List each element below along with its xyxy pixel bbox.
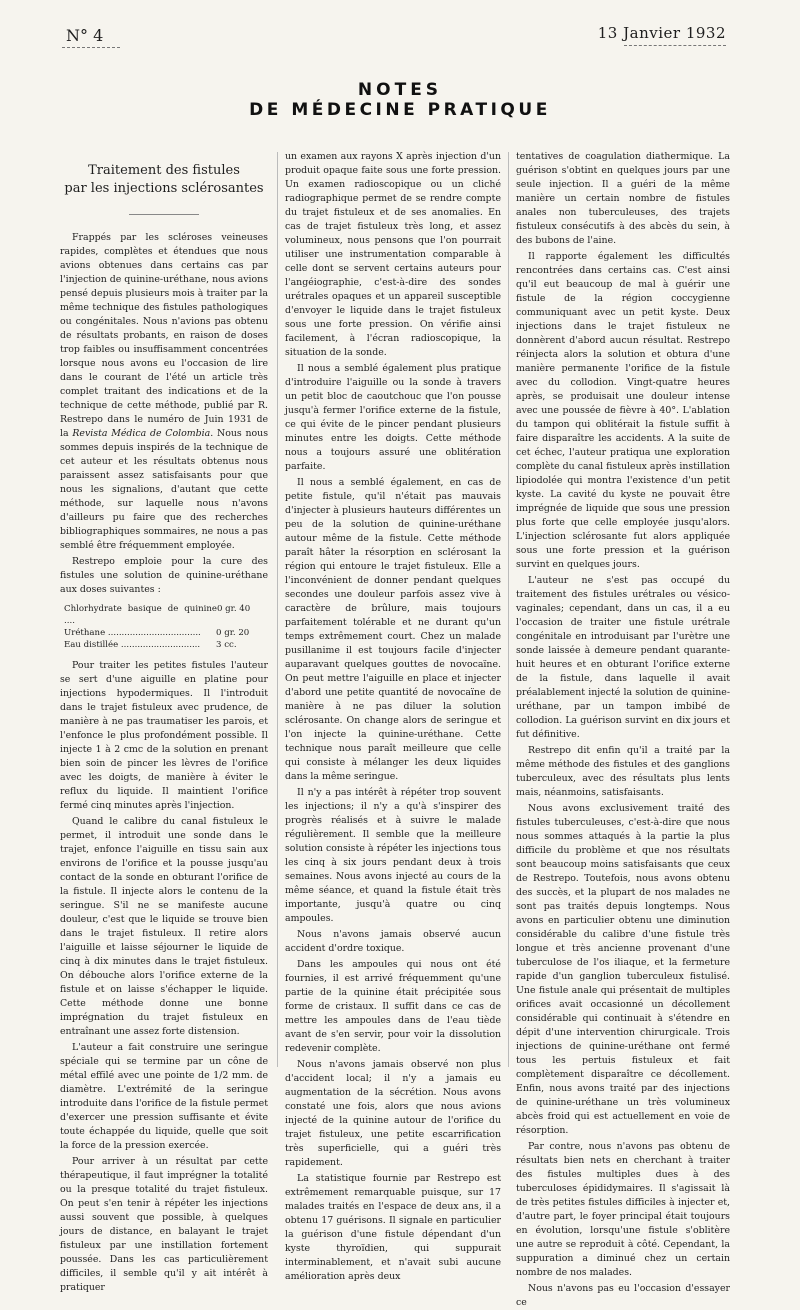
formula-quantity: 0 gr. 40	[216, 604, 251, 614]
paragraph: L'auteur ne s'est pas occupé du traitement des fistules urétrales ou vésico-vaginales; cependant, dans un cas, il a eu l'occasion de traiter une fistule urétrale congénitale en introduisant par l'urètre une sonde laissée à demeure pendant quarante-huit heures et en obturant l'orifice externe de la fistule, dans laquelle il avait préalablement injecté la solution de quinine-uréthane, par un tampon imbibé de collodion. La guérison survint en dix jours et fut définitive.	[516, 575, 730, 740]
article-title-line2: par les injections sclérosantes	[64, 181, 264, 196]
paragraph-text: Frappés par les scléroses veineuses rapides, complètes et étendues que nous avions obtenues dans certains cas par l'injection de quinine-uréthane, nous avions pensé depuis plusieurs mois à traiter par la même technique des fistules pathologiques ou congénitales. Nous n'avions pas obtenu de résultats probants, en raison de doses trop faibles ou insuffisamment concentrées lorsque nous avons eu l'occasion de lire dans le courant de l'été un article très complet traitant des indications et de la technique de cette méthode, publié par R. Restrepo dans le numéro de Juin 1931 de la	[60, 232, 268, 439]
column-divider	[508, 152, 509, 1067]
paragraph: La statistique fournie par Restrepo est extrêmement remarquable puisque, sur 17 malades traités en l'espace de deux ans, il a obtenu 17 guérisons. Il signale en particulier la guérison d'une fistule dépendant d'un kyste thyroïdien, qui suppurait interminablement, et n'avait subi aucune amélioration après deux	[285, 1173, 501, 1282]
formula-ingredient: Eau distillée .............................	[64, 640, 201, 650]
paragraph: Il nous a semblé également plus pratique d'introduire l'aiguille ou la sonde à travers un petit bloc de caoutchouc que l'on pousse jusqu'à fermer l'orifice externe de la fistule, ce qui évite de le pincer pendant plusieurs minutes entre les doigts. Cette méthode nous a toujours assuré une oblitération parfaite.	[285, 363, 501, 472]
formula-ingredient: Chlorhydrate basique de quinine ....	[64, 604, 217, 626]
paragraph: Restrepo dit enfin qu'il a traité par la même méthode des fistules et des ganglions tuberculeux, avec des résultats plus lents mais, néanmoins, satisfaisants.	[516, 745, 730, 798]
paragraph: Nous avons exclusivement traité des fistules tuberculeuses, c'est-à-dire que nous nous sommes attaqués à la partie la plus difficile du problème et que nos résultats sont beaucoup moins satisfaisants que ceux de Restrepo. Toutefois, nous avons obtenu des succès, et la plupart de nos malades ne sont pas traités depuis longtemps. Nous avons en particulier obtenu une diminution considérable du calibre d'une fistule très longue et très ancienne provenant d'une tuberculose de l'os iliaque, et la fermeture rapide d'un ganglion tuberculeux fistulisé. Une fistule anale qui présentait de multiples orifices avait occasionné un décollement considérable qui continuait à s'étendre en dépit d'une intervention chirurgicale. Trois injections de quinine-uréthane ont fermé tous les pertuis fistuleux et fait complètement disparaître ce décollement. Enfin, nous avons traité par des injections de quinine-uréthane un très volumineux abcès froid qui est actuellement en voie de résorption.	[516, 803, 730, 1136]
paragraph: Il n'y a pas intérêt à répéter trop souvent les injections; il n'y a qu'à s'inspirer des progrès réalisés et à suivre le malade régulièrement. Il semble que la meilleure solution consiste à répéter les injections tous les cinq à six jours pendant deux à trois semaines. Nous avons injecté au cours de la même séance, et quand la fistule était très importante, jusqu'à quatre ou cinq ampoules.	[285, 787, 501, 924]
formula-table	[64, 603, 268, 651]
paragraph: Nous n'avons pas eu l'occasion d'essayer ce	[516, 1283, 730, 1308]
title-divider	[129, 214, 199, 215]
column-divider	[277, 152, 278, 1067]
journal-name: Revista Médica de Colombia.	[72, 428, 214, 439]
paragraph: Pour traiter les petites fistules l'auteur se sert d'une aiguille en platine pour injections hypodermiques. Il l'introduit dans le trajet fistuleux avec prudence, de manière à ne pas traumatiser les parois, et l'enfonce le plus profondément possible. Il injecte 1 à 2 cmc de la solution en prenant bien soin de pincer les lèvres de l'orifice avec les doigts, de manière à éviter le reflux du liquide. Il maintient l'orifice fermé cinq minutes après l'injection.	[60, 660, 268, 811]
header-divider-right	[624, 45, 726, 46]
paragraph: Par contre, nous n'avons pas obtenu de résultats bien nets en cherchant à traiter des fistules multiples dues à des tuberculoses épididymaires. Il s'agissait là de très petites fistules difficiles à injecter et, d'autre part, le foyer principal était toujours en évolution, lorsqu'une fistule s'oblitère une autre se reproduit à côté. Cependant, la suppuration a diminué chez un certain nombre de nos malades.	[516, 1141, 730, 1278]
issue-number: N° 4	[66, 26, 104, 45]
paragraph: Dans les ampoules qui nous ont été fournies, il est arrivé fréquemment qu'une partie de la quinine était précipitée sous forme de cristaux. Il suffit dans ce cas de mettre les ampoules dans de l'eau tiède avant de s'en servir, pour voir la dissolution redevenir complète.	[285, 959, 501, 1054]
paragraph: tentatives de coagulation diathermique. La guérison s'obtint en quelques jours par une seule injection. Il a guéri de la même manière un certain nombre de fistules anales non tuberculeuses, des trajets fistuleux consécutifs à des abcès du sein, à des bubons de l'aine.	[516, 151, 730, 246]
issue-date: 13 Janvier 1932	[597, 24, 726, 42]
paragraph-text: Nous nous sommes depuis inspirés de la technique de cet auteur et les résultats obtenus nous paraissent assez satisfaisants pour que nous les signalions, d'autant que cette méthode, sur laquelle nous n'avons d'ailleurs pu faire que des recherches bibliographiques sommaires, ne nous a pas semblé être fréquemment employée.	[60, 428, 268, 551]
paragraph: un examen aux rayons X après injection d'un produit opaque faite sous une forte pression. Un examen radioscopique ou un cliché radiographique permet de se rendre compte du trajet fistuleux et de ses anomalies. En cas de trajet fistuleux très long, et assez volumineux, nous pensons que l'on pourrait utiliser une instrumentation comparable à celle dont se servent certains auteurs pour l'angéiographie, c'est-à-dire des sondes urétrales opaques et un appareil susceptible d'envoyer le liquide dans le trajet fistuleux sous une forte pression. On vérifie ainsi facilement, à l'écran radioscopique, la situation de la sonde.	[285, 151, 501, 358]
paragraph: L'auteur a fait construire une seringue spéciale qui se termine par un cône de métal effilé avec une pointe de 1/2 mm. de diamètre. L'extrémité de la seringue introduite dans l'orifice de la fistule permet d'exercer une pression suffisante et évite toute échappée du liquide, quelle que soit la force de la pression exercée.	[60, 1042, 268, 1151]
paragraph: Quand le calibre du canal fistuleux le permet, il introduit une sonde dans le trajet, enfonce l'aiguille en tissu sain aux environs de l'orifice et la pousse jusqu'au contact de la sonde en obturant l'orifice de la fistule. Il injecte alors le contenu de la seringue. S'il ne se manifeste aucune douleur, c'est que le liquide se trouve bien dans le trajet fistuleux. Il retire alors l'aiguille et laisse séjourner le liquide de cinq à dix minutes dans le trajet fistuleux. On débouche alors l'orifice externe de la fistule et on laisse s'échapper le liquide. Cette méthode donne une bonne imprégnation du trajet fistuleux en entraînant une assez forte distension.	[60, 816, 268, 1037]
article-title	[60, 162, 268, 198]
formula-quantity: 0 gr. 20	[216, 628, 250, 638]
paragraph: Nous n'avons jamais observé aucun accident d'ordre toxique.	[285, 929, 501, 954]
paragraph: Nous n'avons jamais observé non plus d'accident local; il n'y a jamais eu augmentation de la sécrétion. Nous avons constaté une fois, alors que nous avions injecté de la quinine autour de l'orifice du trajet fistuleux, une petite escarrification très superficielle, qui a guéri très rapidement.	[285, 1059, 501, 1168]
formula-quantity: 3 cc.	[216, 640, 237, 650]
formula-row	[64, 639, 268, 651]
formula-row	[64, 627, 268, 639]
column-3	[516, 150, 730, 1308]
formula-ingredient: Uréthane ..................................	[64, 628, 201, 638]
section-title-line2: DE MÉDECINE PRATIQUE	[249, 100, 551, 120]
column-1	[60, 152, 268, 1293]
paragraph: Il rapporte également les difficultés rencontrées dans certains cas. C'est ainsi qu'il eut beaucoup de mal à guérir une fistule de la région coccygienne communiquant avec un petit kyste. Deux injections dans le trajet fistuleux ne donnèrent d'abord aucun résultat. Restrepo réinjecta alors la solution et obtura d'une manière permanente l'orifice de la fistule avec du collodion. Vingt-quatre heures après, se produisait une douleur intense avec une poussée de fièvre à 40°. L'ablation du tampon qui oblitérait la fistule suffit à faire disparaître les accidents. A la suite de cet échec, l'auteur pratiqua une exploration complète du canal fistuleux après instillation lipiodolée qui montra l'existence d'un petit kyste. La cavité du kyste ne pouvait être imprégnée de liquide que sous une pression plus forte que celle employée jusqu'alors. L'injection sclérosante fut alors appliquée sous une forte pression et la guérison survint en quelques jours.	[516, 251, 730, 570]
paragraph: Il nous a semblé également, en cas de petite fistule, qu'il n'était pas mauvais d'injecter à plusieurs hauteurs différentes un peu de la solution de quinine-uréthane autour même de la fistule. Cette méthode paraît hâter la résorption en sclérosant la région qui entoure le trajet fistuleux. Elle a l'inconvénient de donner pendant quelques secondes une douleur parfois assez vive à caractère de brûlure, mais toujours parfaitement tolérable et ne durant qu'un temps extrêmement court. Chez un malade pusillanime il est toujours facile d'injecter auparavant quelques gouttes de novocaïne. On peut mettre l'aiguille en place et injecter d'abord une petite quantité de novocaïne de manière à ne pas diluer la solution sclérosante. On change alors de seringue et l'on injecte la quinine-uréthane. Cette technique nous paraît meilleure que celle qui consiste à mélanger les deux liquides dans la même seringue.	[285, 477, 501, 782]
article-title-line1: Traitement des fistules	[88, 163, 240, 178]
header-divider-left	[62, 47, 120, 48]
formula-row	[64, 603, 268, 627]
paragraph	[60, 231, 268, 553]
column-2	[285, 150, 501, 1282]
paragraph: Pour arriver à un résultat par cette thérapeutique, il faut imprégner la totalité ou la presque totalité du trajet fistuleux. On peut s'en tenir à répéter les injections aussi souvent que possible, à quelques jours de distance, en balayant le trajet fistuleux par une instillation fortement poussée. Dans les cas particulièrement difficiles, il semble qu'il y ait intérêt à pratiquer	[60, 1156, 268, 1293]
section-title-line1: NOTES	[357, 80, 443, 100]
paragraph: Restrepo emploie pour la cure des fistules une solution de quinine-uréthane aux doses suivantes :	[60, 556, 268, 595]
